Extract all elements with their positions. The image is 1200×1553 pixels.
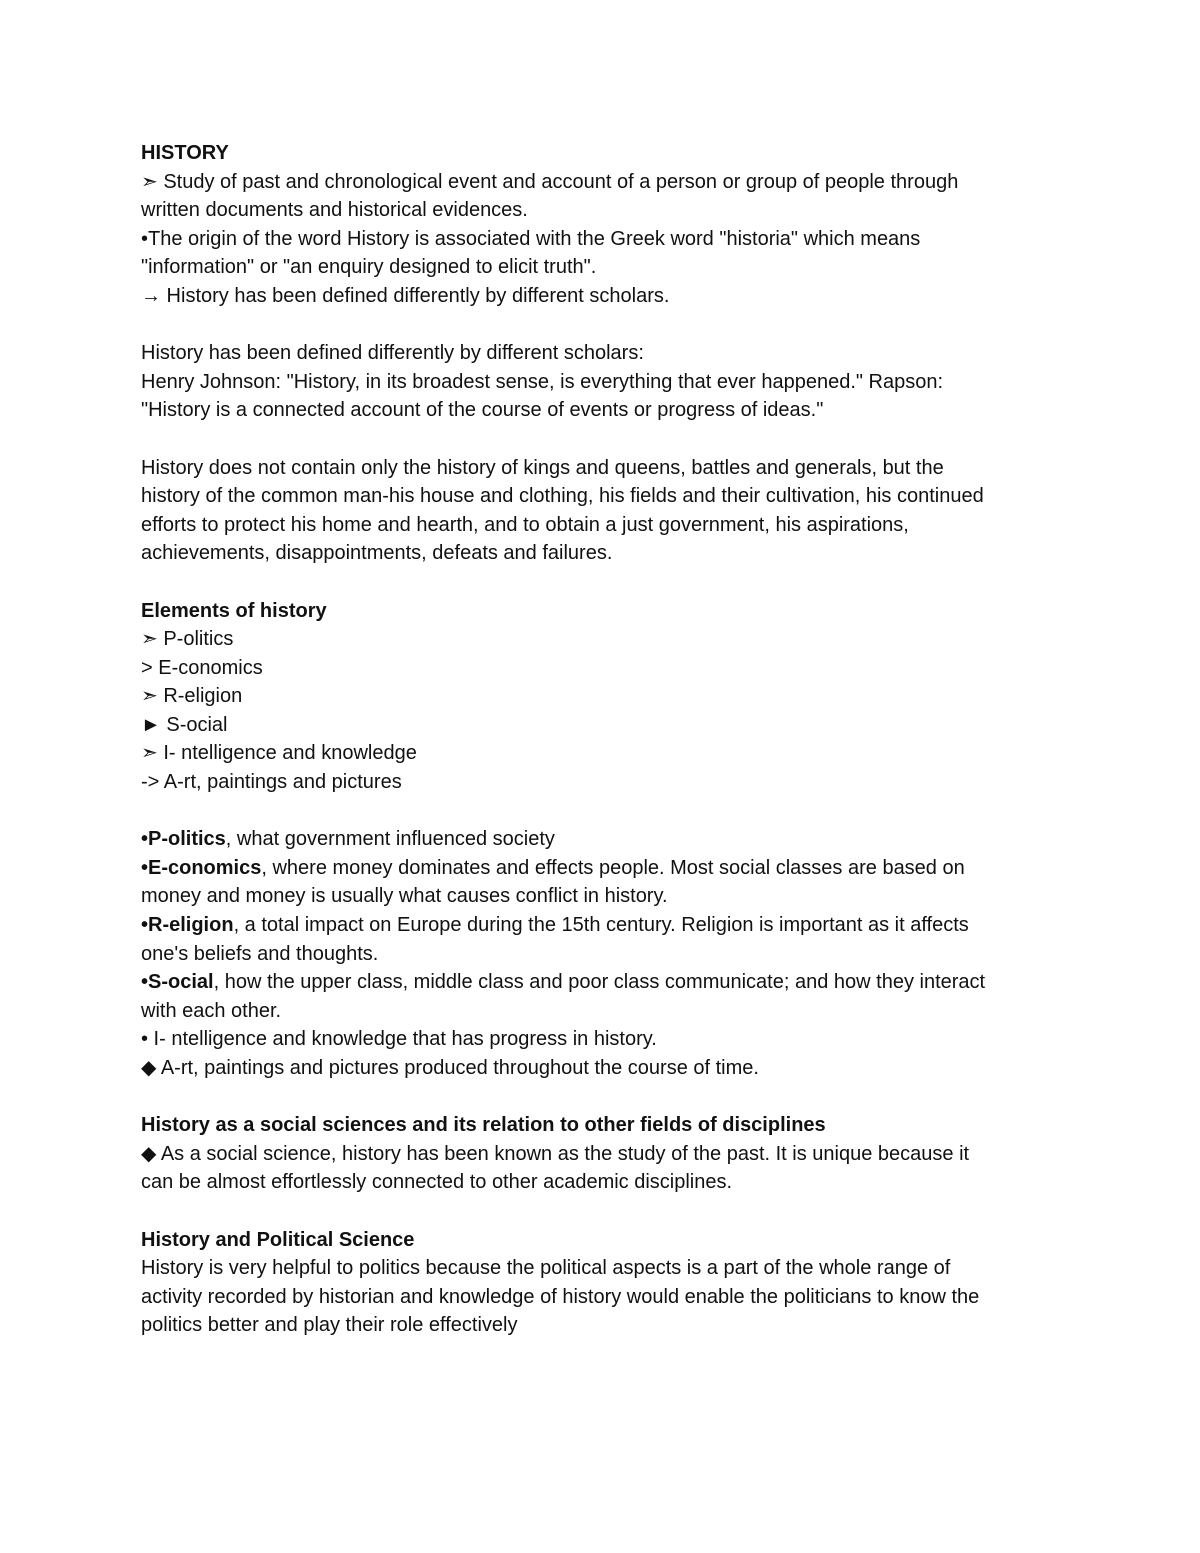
- social-science-line: can be almost effortlessly connected to other academic disciplines.: [141, 1171, 733, 1194]
- explanation-economics: [141, 854, 1061, 883]
- intro-line: "information" or "an enquiry designed to elicit truth".: [141, 256, 597, 279]
- paragraph-spacer: [141, 797, 1061, 826]
- explanation-term: •R-eligion: [141, 914, 234, 937]
- political-science-heading: History and Political Science: [141, 1228, 415, 1251]
- element-item: ➣ P-olitics: [141, 628, 234, 651]
- intro-line: ➣ Study of past and chronological event and account of a person or group of people through: [141, 170, 959, 193]
- definitions-line: "History is a connected account of the course of events or progress of ideas.": [141, 399, 824, 422]
- social-science-line: ◆ As a social science, history has been known as the study of the past. It is unique because it: [141, 1142, 970, 1165]
- explanation-text: , how the upper class, middle class and poor class communicate; and how they interact: [213, 971, 986, 994]
- element-item: ➣ I- ntelligence and knowledge: [141, 742, 417, 765]
- explanation-continuation: one's beliefs and thoughts.: [141, 942, 379, 965]
- explanation-text: , what government influenced society: [225, 828, 555, 851]
- explanation-text: , where money dominates and effects people. Most social classes are based on: [261, 856, 965, 879]
- document-title: HISTORY: [141, 142, 229, 164]
- definitions-line: History has been defined differently by different scholars:: [141, 342, 644, 365]
- common-man-line: history of the common man-his house and clothing, his fields and their cultivation, his continued: [141, 485, 984, 508]
- definitions-line: Henry Johnson: "History, in its broadest sense, is everything that ever happened." Rapson:: [141, 370, 944, 393]
- explanation-continuation: money and money is usually what causes conflict in history.: [141, 885, 668, 908]
- paragraph-spacer: [141, 1197, 1061, 1226]
- element-item: -> A-rt, paintings and pictures: [141, 771, 402, 794]
- paragraph-spacer: [141, 425, 1061, 454]
- explanation-intelligence: • I- ntelligence and knowledge that has progress in history.: [141, 1028, 657, 1051]
- elements-heading: Elements of history: [141, 599, 327, 622]
- intro-line: → History has been defined differently by different scholars.: [141, 284, 670, 307]
- explanation-politics: [141, 825, 1061, 854]
- explanation-term: •S-ocial: [141, 971, 214, 994]
- explanation-term: •E-conomics: [141, 856, 262, 879]
- element-item: ► S-ocial: [141, 713, 228, 736]
- intro-line: •The origin of the word History is associated with the Greek word "historia" which means: [141, 227, 921, 250]
- paragraph-spacer: [141, 1083, 1061, 1112]
- explanation-text: , a total impact on Europe during the 15th century. Religion is important as it affects: [233, 914, 969, 937]
- explanation-social: [141, 968, 1061, 997]
- intro-line: written documents and historical evidences.: [141, 199, 528, 222]
- common-man-line: History does not contain only the history of kings and queens, battles and generals, but the: [141, 456, 944, 479]
- element-item: ➣ R-eligion: [141, 685, 243, 708]
- explanation-religion: [141, 911, 1061, 940]
- paragraph-spacer: [141, 568, 1061, 597]
- explanation-term: •P-olitics: [141, 828, 226, 851]
- social-science-heading: History as a social sciences and its relation to other fields of disciplines: [141, 1114, 826, 1137]
- political-science-line: politics better and play their role effectively: [141, 1314, 518, 1337]
- political-science-line: History is very helpful to politics because the political aspects is a part of the whole range of: [141, 1257, 951, 1280]
- common-man-line: achievements, disappointments, defeats and failures.: [141, 542, 613, 565]
- document-page: [141, 139, 1061, 1340]
- paragraph-spacer: [141, 311, 1061, 340]
- explanation-continuation: with each other.: [141, 999, 282, 1022]
- element-item: > E-conomics: [141, 656, 263, 679]
- explanation-art: ◆ A-rt, paintings and pictures produced throughout the course of time.: [141, 1057, 759, 1079]
- political-science-line: activity recorded by historian and knowledge of history would enable the politicians to know the: [141, 1285, 980, 1308]
- common-man-line: efforts to protect his home and hearth, and to obtain a just government, his aspirations,: [141, 513, 909, 536]
